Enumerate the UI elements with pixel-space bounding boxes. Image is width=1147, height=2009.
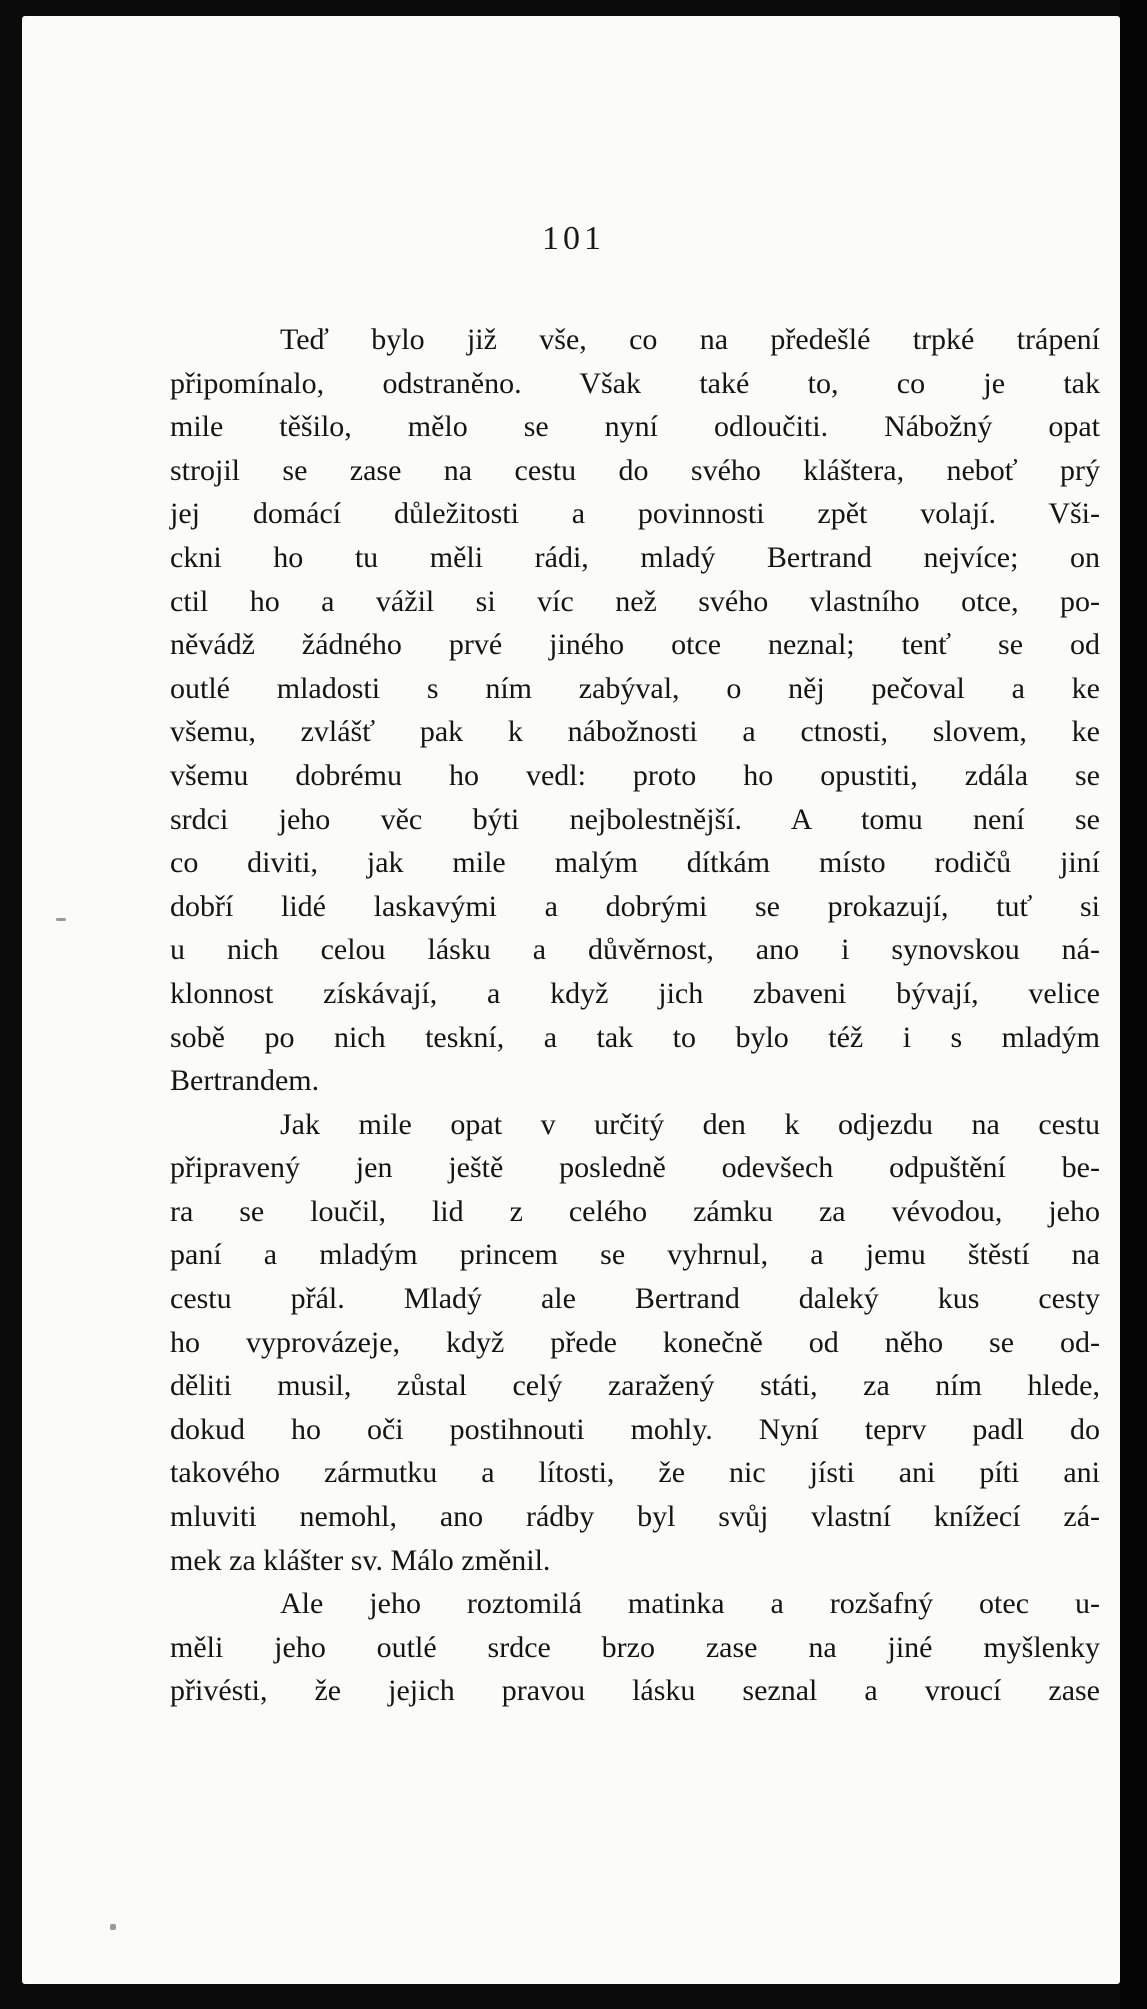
text-line: připravený jen ještě posledně odevšech odpuštění be- (170, 1151, 1100, 1185)
text-line: takového zármutku a lítosti, že nic jísti ani píti ani (170, 1456, 1100, 1490)
text-line: děliti musil, zůstal celý zaražený státi, za ním hlede, (170, 1369, 1100, 1403)
text-line: srdci jeho věc býti nejbolestnější. A tomu není se (170, 802, 1100, 836)
text-line: měli jeho outlé srdce brzo zase na jiné myšlenky (170, 1630, 1100, 1664)
scan-speck (110, 1924, 116, 1930)
text-line: všemu, zvlášť pak k nábožnosti a ctnosti, slovem, ke (170, 715, 1100, 749)
text-line: cestu přál. Mladý ale Bertrand daleký kus cesty (170, 1282, 1100, 1316)
body-text (170, 318, 1100, 1713)
text-line: něvádž žádného prvé jiného otce neznal; tenť se od (170, 628, 1100, 662)
text-line: ho vyprovázeje, když přede konečně od něho se od- (170, 1325, 1100, 1359)
text-line: Teď bylo již vše, co na předešlé trpké trápení (280, 323, 1100, 356)
text-line: sobě po nich teskní, a tak to bylo též i s mladým (170, 1020, 1100, 1054)
text-line: co diviti, jak mile malým dítkám místo rodičů jiní (170, 846, 1100, 880)
text-line: Bertrandem. (170, 1064, 320, 1098)
text-line: dokud ho oči postihnouti mohly. Nyní teprv padl do (170, 1412, 1100, 1446)
text-line: u nich celou lásku a důvěrnost, ano i synovskou ná- (170, 933, 1100, 967)
page-edge-shadow (1120, 0, 1147, 2009)
text-line: paní a mladým princem se vyhrnul, a jemu štěstí na (170, 1238, 1100, 1272)
text-line: jej domácí důležitosti a povinnosti zpět volají. Vši- (170, 497, 1100, 531)
text-line: ckni ho tu měli rádi, mladý Bertrand nejvíce; on (170, 540, 1100, 574)
text-line: dobří lidé laskavými a dobrými se prokazují, tuť si (170, 889, 1100, 923)
text-line: přivésti, že jejich pravou lásku seznal a vroucí zase (170, 1674, 1100, 1708)
page-number: 101 (542, 220, 605, 257)
text-line: ra se loučil, lid z celého zámku za vévodou, jeho (170, 1194, 1100, 1228)
text-line: všemu dobrému ho vedl: proto ho opustiti, zdála se (170, 758, 1100, 792)
scan-speck (56, 918, 66, 921)
text-line: připomínalo, odstraněno. Však také to, co je tak (170, 366, 1100, 400)
text-line: Jak mile opat v určitý den k odjezdu na cestu (280, 1107, 1100, 1141)
text-line: mile těšilo, mělo se nyní odloučiti. Nábožný opat (170, 410, 1100, 444)
text-line: ctil ho a vážil si víc než svého vlastního otce, po- (170, 584, 1100, 618)
text-line: Ale jeho roztomilá matinka a rozšafný otec u- (280, 1587, 1100, 1621)
text-line: klonnost získávají, a když jich zbaveni bývají, velice (170, 976, 1100, 1010)
text-line: outlé mladosti s ním zabýval, o něj pečoval a ke (170, 671, 1100, 705)
text-line: mluviti nemohl, ano rádby byl svůj vlastní knížecí zá- (170, 1500, 1100, 1534)
text-line: strojil se zase na cestu do svého kláštera, neboť prý (170, 453, 1100, 487)
text-line: mek za klášter sv. Málo změnil. (170, 1543, 551, 1577)
